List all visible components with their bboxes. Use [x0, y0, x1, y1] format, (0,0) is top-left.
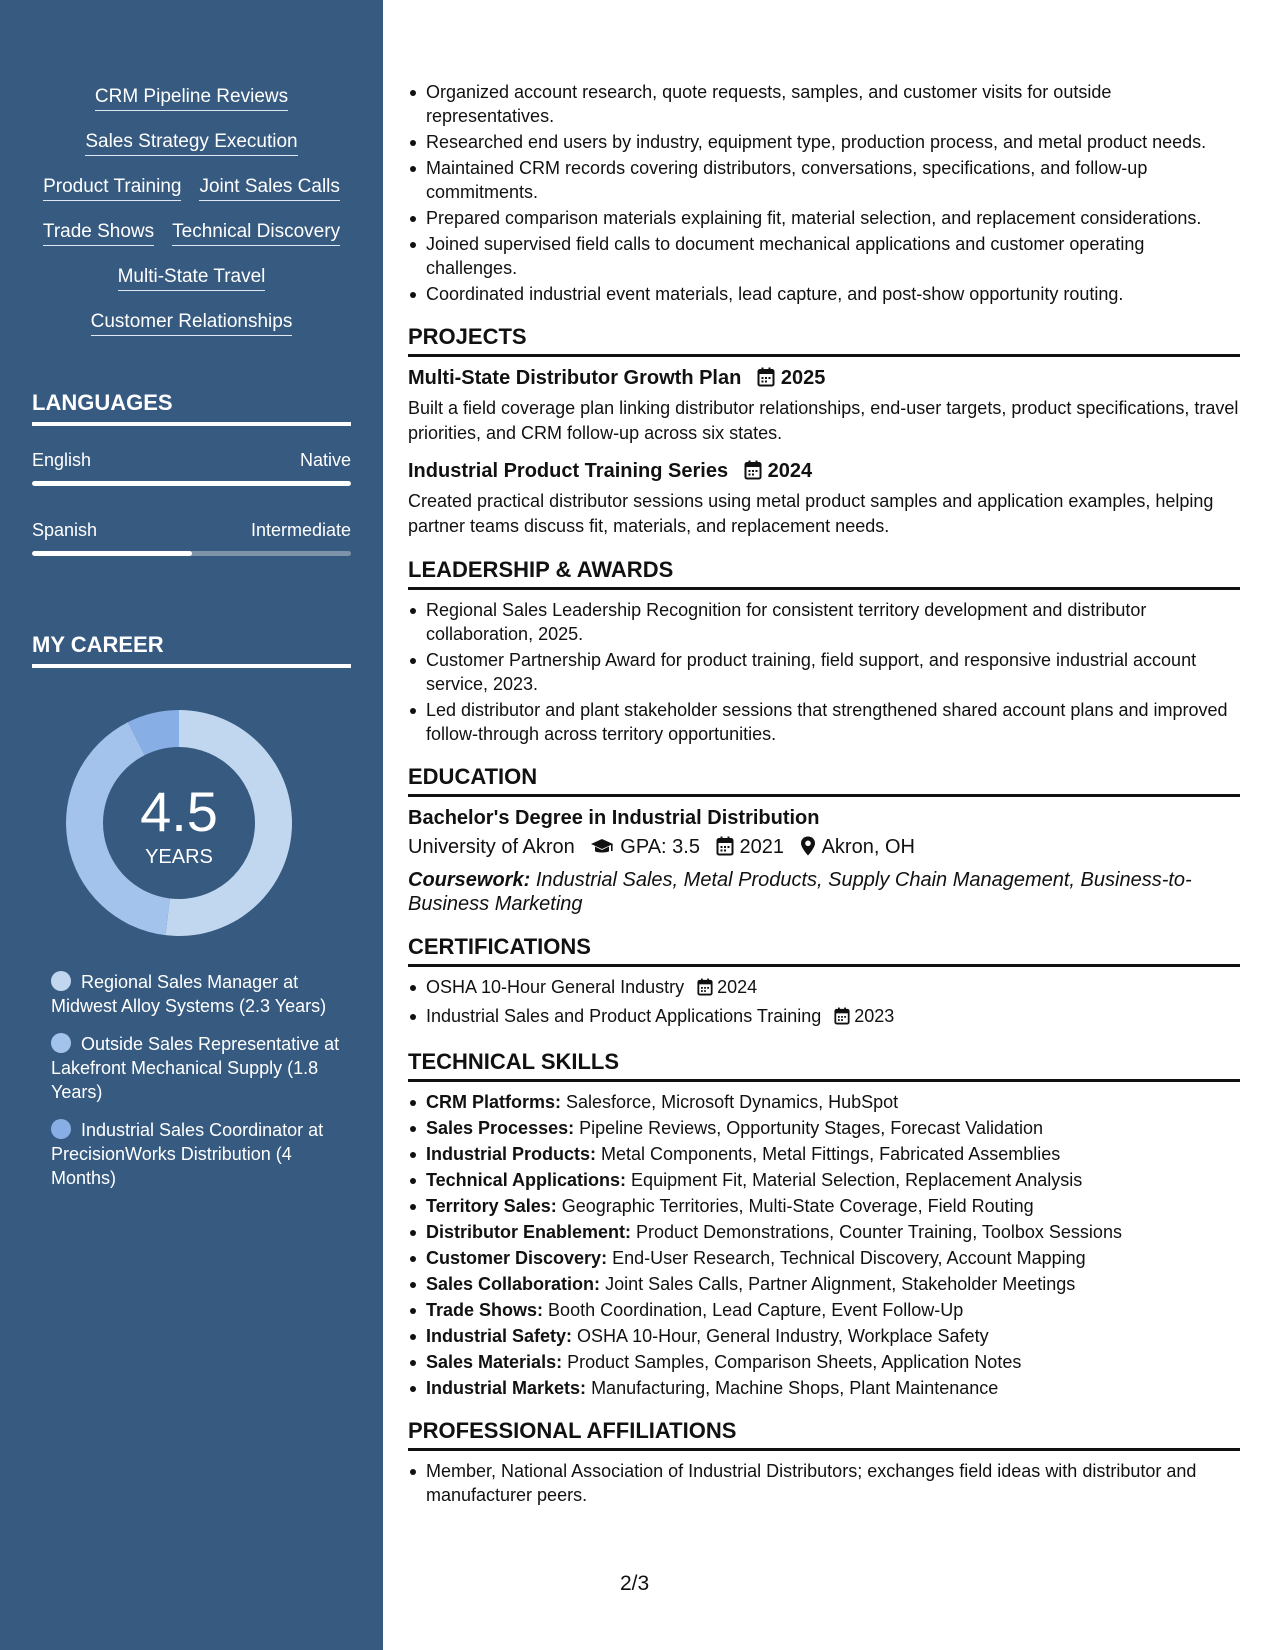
school-location: Akron, OH	[821, 836, 915, 858]
tag-crm-pipeline-reviews[interactable]: CRM Pipeline Reviews	[95, 86, 288, 111]
certification-name: Industrial Sales and Product Applications Training	[426, 1006, 822, 1026]
skill-label: Industrial Markets:	[426, 1378, 587, 1398]
skill-item	[408, 1116, 1240, 1140]
experience-bullet: Joined supervised field calls to document mechanical applications and customer operating challenges.	[408, 232, 1240, 280]
certification-item	[408, 1004, 1240, 1031]
career-item	[51, 1032, 341, 1104]
skill-label: Sales Processes:	[426, 1118, 575, 1138]
project-description: Built a field coverage plan linking distributor relationships, end-user targets, product specifications, travel priorities, and CRM follow-up across six states.	[408, 398, 1239, 443]
skill-label: CRM Platforms:	[426, 1092, 562, 1112]
skill-label: Technical Applications:	[426, 1170, 627, 1190]
skill-value: Geographic Territories, Multi-State Coverage, Field Routing	[561, 1196, 1034, 1216]
tag-row	[32, 176, 351, 221]
education-heading: EDUCATION	[408, 764, 1240, 797]
skill-label: Industrial Safety:	[426, 1326, 573, 1346]
skill-value: Manufacturing, Machine Shops, Plant Maintenance	[591, 1378, 999, 1398]
calendar-icon	[834, 1007, 850, 1031]
language-spanish	[32, 519, 351, 556]
skill-tags	[32, 86, 351, 356]
experience-bullet: Coordinated industrial event materials, lead capture, and post-show opportunity routing.	[408, 282, 1240, 306]
language-level: Native	[299, 450, 351, 470]
tag-trade-shows[interactable]: Trade Shows	[43, 221, 154, 246]
affiliation-item: Member, National Association of Industrial Distributors; exchanges field ideas with distributor and manufacturer peers.	[408, 1459, 1240, 1507]
map-pin-icon	[800, 836, 816, 864]
affiliations-list	[408, 1459, 1240, 1507]
language-proficiency-fill	[32, 551, 192, 556]
page-number: 2/3	[620, 1572, 650, 1595]
skill-value: Pipeline Reviews, Opportunity Stages, Forecast Validation	[579, 1118, 1044, 1138]
career-item	[51, 1118, 341, 1190]
skill-label: Trade Shows:	[426, 1300, 544, 1320]
tag-sales-strategy-execution[interactable]: Sales Strategy Execution	[85, 131, 297, 156]
legend-dot-icon	[51, 1033, 71, 1053]
tag-row	[32, 86, 351, 131]
skill-value: Metal Components, Metal Fittings, Fabricated Assemblies	[601, 1144, 1061, 1164]
skill-value: Product Samples, Comparison Sheets, Application Notes	[567, 1352, 1022, 1372]
skill-item	[408, 1220, 1240, 1244]
career-total-unit: YEARS	[145, 846, 213, 868]
project-name: Industrial Product Training Series	[408, 460, 729, 482]
project-name: Multi-State Distributor Growth Plan	[408, 367, 742, 389]
experience-bullet: Researched end users by industry, equipment type, production process, and metal product needs.	[408, 130, 1240, 154]
calendar-icon	[716, 836, 734, 864]
project-year: 2024	[767, 460, 813, 482]
technical-skills-heading: TECHNICAL SKILLS	[408, 1049, 1240, 1082]
experience-bullet: Maintained CRM records covering distributors, conversations, specifications, and follow-up commitments.	[408, 156, 1240, 204]
tag-product-training[interactable]: Product Training	[43, 176, 181, 201]
leadership-heading: LEADERSHIP & AWARDS	[408, 557, 1240, 590]
degree-title: Bachelor's Degree in Industrial Distribution	[408, 807, 820, 829]
language-english	[32, 449, 351, 486]
coursework	[408, 868, 1240, 916]
experience-bullet: Prepared comparison materials explaining fit, material selection, and replacement considerations.	[408, 206, 1240, 230]
certification-item	[408, 975, 1240, 1002]
project-year: 2025	[780, 367, 826, 389]
tag-technical-discovery[interactable]: Technical Discovery	[172, 221, 340, 246]
certifications-list	[408, 975, 1240, 1031]
skill-label: Distributor Enablement:	[426, 1222, 632, 1242]
skill-label: Territory Sales:	[426, 1196, 557, 1216]
skill-value: Salesforce, Microsoft Dynamics, HubSpot	[566, 1092, 899, 1112]
language-name: English	[32, 450, 92, 470]
coursework-label: Coursework:	[408, 869, 531, 891]
sidebar	[0, 0, 383, 1650]
tag-row	[32, 311, 351, 356]
skills-list	[408, 1090, 1240, 1400]
skill-item	[408, 1272, 1240, 1296]
tag-multi-state-travel[interactable]: Multi-State Travel	[118, 266, 266, 291]
graduation-year: 2021	[739, 836, 785, 858]
calendar-icon	[757, 367, 775, 394]
career-item-text: Outside Sales Representative at Lakefront Mechanical Supply (1.8 Years)	[51, 1034, 340, 1102]
skill-item	[408, 1350, 1240, 1374]
legend-dot-icon	[51, 1119, 71, 1139]
language-proficiency-bar	[32, 551, 351, 556]
languages-heading: LANGUAGES	[32, 390, 351, 426]
skill-item	[408, 1194, 1240, 1218]
tag-row	[32, 131, 351, 176]
calendar-icon	[744, 460, 762, 487]
leadership-item: Regional Sales Leadership Recognition for consistent territory development and distributor collaboration, 2025.	[408, 598, 1240, 646]
gpa: GPA: 3.5	[620, 836, 700, 858]
experience-bullets	[408, 80, 1240, 306]
leadership-list	[408, 598, 1240, 746]
main-content	[408, 80, 1240, 1509]
skill-value: End-User Research, Technical Discovery, Account Mapping	[612, 1248, 1086, 1268]
school-name: University of Akron	[408, 836, 575, 858]
skill-item	[408, 1324, 1240, 1348]
skill-label: Sales Materials:	[426, 1352, 563, 1372]
coursework-list: Industrial Sales, Metal Products, Supply Chain Management, Business-to-Business Marketing	[408, 869, 1192, 915]
career-total-years: 4.5	[140, 780, 218, 843]
tag-customer-relationships[interactable]: Customer Relationships	[91, 311, 293, 336]
leadership-item: Customer Partnership Award for product training, field support, and responsive industrial account service, 2023.	[408, 648, 1240, 696]
certification-year: 2024	[717, 977, 758, 997]
career-list	[51, 970, 341, 1204]
career-heading: MY CAREER	[32, 632, 351, 668]
skill-item	[408, 1168, 1240, 1192]
certifications-heading: CERTIFICATIONS	[408, 934, 1240, 967]
projects-heading: PROJECTS	[408, 324, 1240, 357]
career-item	[51, 970, 341, 1018]
language-name: Spanish	[32, 520, 98, 540]
tag-joint-sales-calls[interactable]: Joint Sales Calls	[199, 176, 339, 201]
skill-value: OSHA 10-Hour, General Industry, Workplace Safety	[577, 1326, 989, 1346]
skill-item	[408, 1142, 1240, 1166]
skill-item	[408, 1298, 1240, 1322]
skill-item	[408, 1246, 1240, 1270]
skill-value: Product Demonstrations, Counter Training, Toolbox Sessions	[636, 1222, 1122, 1242]
certification-year: 2023	[854, 1006, 895, 1026]
skill-label: Sales Collaboration:	[426, 1274, 601, 1294]
skill-item	[408, 1090, 1240, 1114]
skill-value: Equipment Fit, Material Selection, Replacement Analysis	[631, 1170, 1083, 1190]
graduation-cap-icon	[590, 836, 614, 864]
education-details	[408, 833, 1240, 864]
career-donut-chart	[66, 710, 292, 936]
tag-row	[32, 266, 351, 311]
leadership-item: Led distributor and plant stakeholder sessions that strengthened shared account plans and improved follow-through across territory opportunities.	[408, 698, 1240, 746]
donut-center	[66, 710, 292, 936]
project-title	[408, 365, 1240, 394]
skill-label: Customer Discovery:	[426, 1248, 608, 1268]
language-level: Intermediate	[250, 520, 351, 540]
legend-dot-icon	[51, 971, 71, 991]
skill-label: Industrial Products:	[426, 1144, 597, 1164]
affiliations-heading: PROFESSIONAL AFFILIATIONS	[408, 1418, 1240, 1451]
skill-item	[408, 1376, 1240, 1400]
project-description: Created practical distributor sessions using metal product samples and application examples, helping partner teams discuss fit, materials, and replacement needs.	[408, 491, 1214, 536]
tag-row	[32, 221, 351, 266]
language-proficiency-bar	[32, 481, 351, 486]
calendar-icon	[697, 978, 713, 1002]
skill-value: Booth Coordination, Lead Capture, Event Follow-Up	[548, 1300, 964, 1320]
career-item-text: Regional Sales Manager at Midwest Alloy Systems (2.3 Years)	[51, 972, 327, 1016]
project-title	[408, 458, 1240, 487]
language-proficiency-fill	[32, 481, 351, 486]
experience-bullet: Organized account research, quote requests, samples, and customer visits for outside representatives.	[408, 80, 1240, 128]
career-item-text: Industrial Sales Coordinator at PrecisionWorks Distribution (4 Months)	[51, 1120, 324, 1188]
certification-name: OSHA 10-Hour General Industry	[426, 977, 685, 997]
skill-value: Joint Sales Calls, Partner Alignment, Stakeholder Meetings	[605, 1274, 1076, 1294]
